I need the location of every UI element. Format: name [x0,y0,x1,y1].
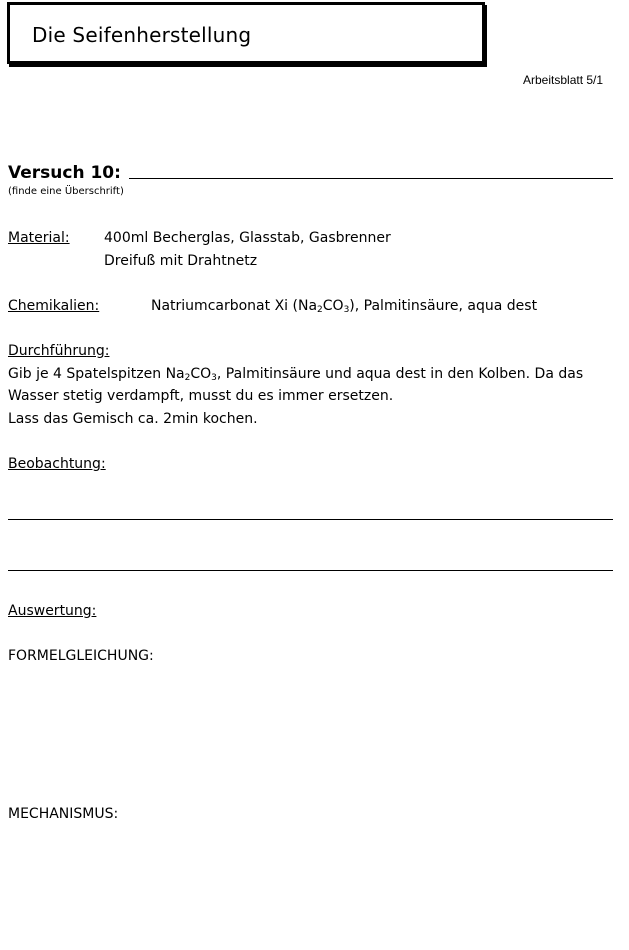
evaluation-label: Auswertung: [8,603,97,619]
experiment-title-line [129,178,613,179]
procedure-line-1 [8,366,583,382]
title-box [7,2,485,64]
subscript: 3 [343,305,350,315]
procedure-label: Durchführung: [8,343,110,359]
observation-answer-line [8,519,613,520]
observation-answer-line [8,570,613,571]
procedure-line-3: Lass das Gemisch ca. 2min kochen. [8,411,258,427]
procedure-line-2: Wasser stetig verdampft, musst du es immer ersetzen. [8,388,394,404]
material-line-2: Dreifuß mit Drahtnetz [104,253,258,269]
procedure-text-part: , Palmitinsäure und aqua dest in den Kolben. Da das [216,366,584,382]
chemicals-label: Chemikalien: [8,298,100,314]
formula-label: FORMELGLEICHUNG: [8,648,154,664]
procedure-text-part: CO [190,366,212,382]
subscript: 2 [184,373,191,383]
observation-label: Beobachtung: [8,456,106,472]
sheet-number: Arbeitsblatt 5/1 [523,73,604,87]
experiment-hint: (finde eine Überschrift) [8,186,124,197]
procedure-text-part: Gib je 4 Spatelspitzen Na [8,366,185,382]
material-line-1: 400ml Becherglas, Glasstab, Gasbrenner [104,230,391,246]
page-title: Die Seifenherstellung [32,23,252,47]
subscript: 2 [317,305,323,315]
subscript: 3 [211,373,217,383]
mechanism-label: MECHANISMUS: [8,806,119,822]
chemicals-text [151,298,537,314]
material-label: Material: [8,230,70,246]
experiment-title: Versuch 10: [8,163,121,183]
chemicals-text-part: ), Palmitinsäure, aqua dest [349,298,538,314]
chemicals-text-part: Natriumcarbonat Xi (Na [151,298,318,314]
chemicals-text-part: CO [322,298,344,314]
